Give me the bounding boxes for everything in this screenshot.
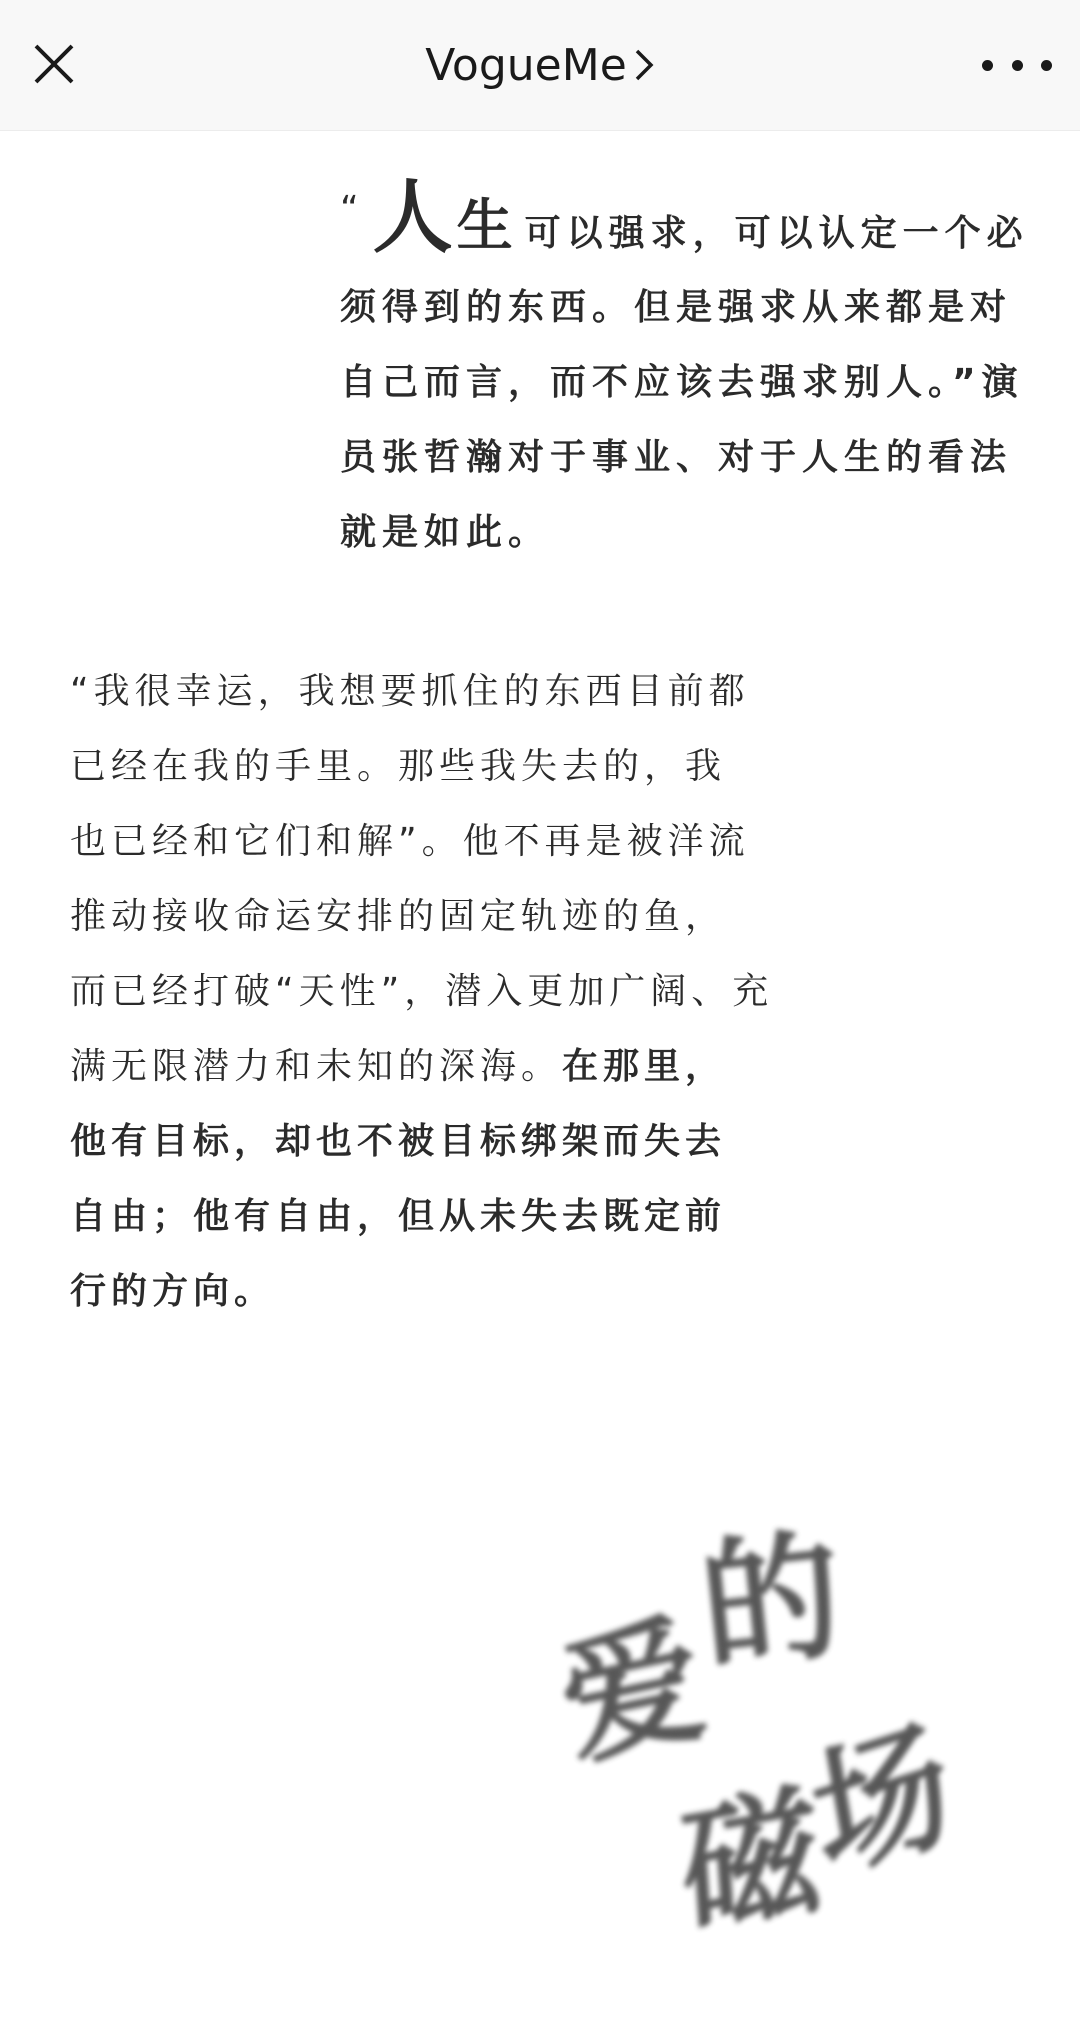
calligraphy-char: 爱 — [546, 1596, 718, 1787]
calligraphy-char: 磁 — [676, 1767, 826, 1957]
more-icon-dot — [982, 60, 993, 71]
text-line: “我很幸运，我想要抓住的东西目前都 — [70, 671, 750, 712]
paragraph-first-line — [340, 150, 1029, 270]
first-line-text: 可以强求，可以认定一个必 — [524, 213, 1029, 254]
text-line: 须得到的东西。但是强求从来都是对 — [340, 287, 1013, 328]
text-line: 已经在我的手里。那些我失去的，我 — [70, 746, 727, 787]
more-icon-dot — [1041, 60, 1052, 71]
text-normal: 满无限潜力和未知的深海。 — [70, 1046, 563, 1087]
article-paragraph-2 — [70, 654, 774, 1329]
drop-char-1: 人 — [372, 171, 457, 264]
calligraphy-char: 的 — [693, 1513, 850, 1691]
text-line: 推动接收命运安排的固定轨迹的鱼， — [70, 896, 727, 937]
text-bold: 在那里， — [562, 1046, 727, 1087]
text-line: 自己而言，而不应该去强求别人。”演 — [340, 362, 1024, 403]
text-line: 他有目标，却也不被目标绑架而失去 — [70, 1121, 727, 1162]
more-button[interactable] — [982, 38, 1052, 92]
drop-char-2: 生 — [456, 194, 519, 259]
text-line: 也已经和它们和解”。他不再是被洋流 — [70, 821, 750, 862]
decorative-calligraphy — [540, 1490, 1000, 1990]
text-line: 员张哲瀚对于事业、对于人生的看法 — [340, 437, 1013, 478]
more-icon-dot — [1012, 60, 1023, 71]
chevron-right-icon — [633, 45, 655, 85]
open-quote: “ — [340, 189, 365, 230]
account-title-link[interactable] — [425, 40, 655, 91]
text-line: 就是如此。 — [340, 512, 551, 553]
text-line: 行的方向。 — [70, 1271, 276, 1312]
top-bar — [0, 0, 1080, 131]
article-paragraph-1 — [340, 150, 1029, 570]
text-line — [70, 1029, 750, 1104]
calligraphy-char: 场 — [801, 1698, 963, 1906]
text-line: 自由；他有自由，但从未失去既定前 — [70, 1196, 727, 1237]
account-title: VogueMe — [425, 39, 627, 91]
paragraph-body — [340, 270, 1024, 570]
text-line: 而已经打破“天性”，潜入更加广阔、充 — [70, 971, 774, 1012]
